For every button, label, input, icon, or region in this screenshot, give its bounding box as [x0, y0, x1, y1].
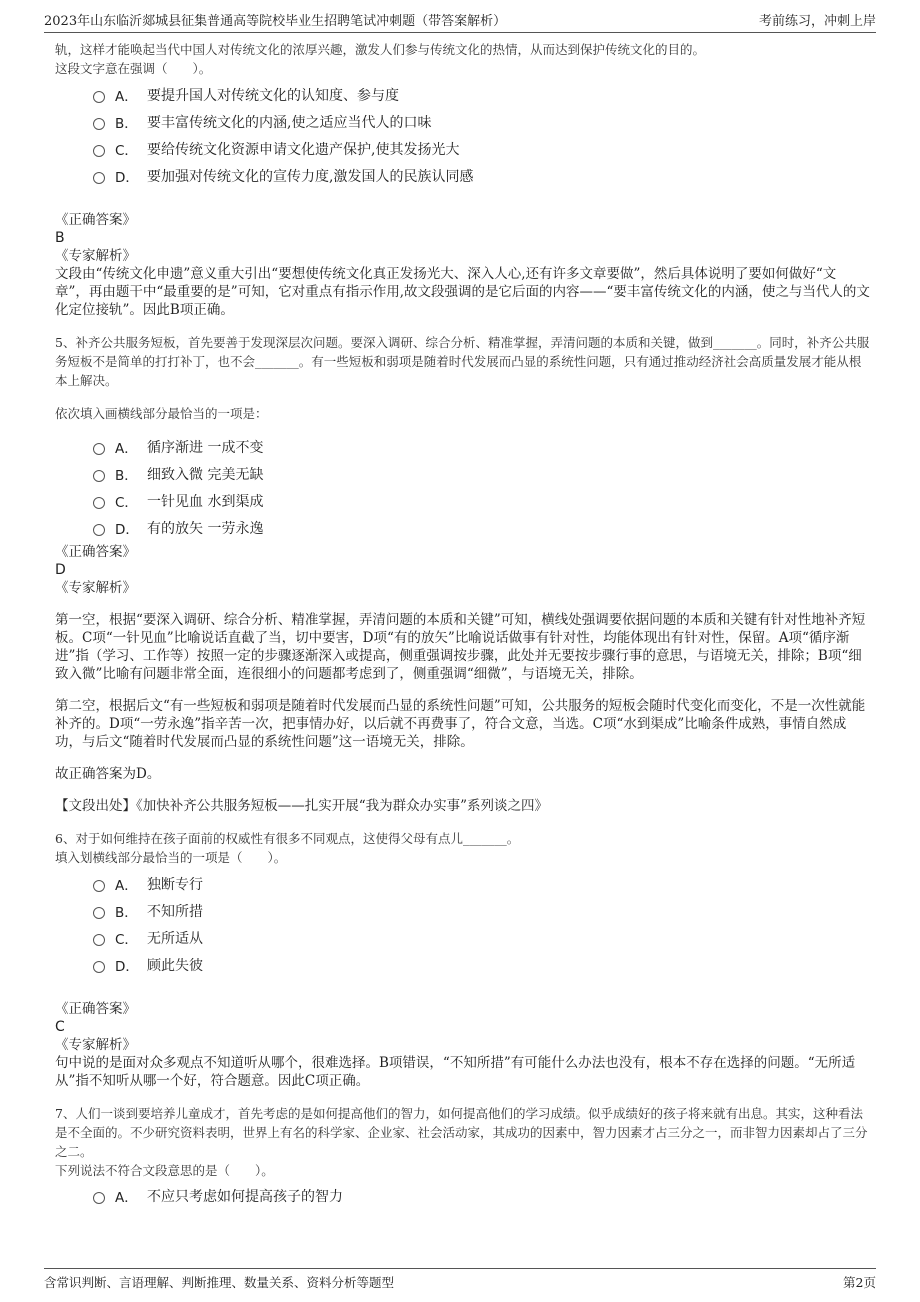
analysis-text: 句中说的是面对众多观点不知道听从哪个，很难选择。B项错误，“不知所措”有可能什么办法也没有，根本不存在选择的问题。“无所适从”指不知听从哪一个好，符合题意。因此C项正确。	[55, 1055, 856, 1089]
analysis-paragraph-1: 第一空，根据“要深入调研、综合分析、精准掌握，弄清问题的本质和关键”可知，横线处强调要依据问题的本质和关键有针对性地补齐短板。C项“一针见血”比喻说话直截了当，切中要害，D项“有的放矢”比喻说话做事有针对性，均能体现出有针对性，保留。A项“循序渐进”指（学习、工作等）按照一定的步骤逐渐深入或提高，侧重强调按步骤，此处并无要按步骤行事的意思，与语境无关，排除；B项“细致入微”比喻有问题非常全面，连很细小的问题都考虑到了，侧重强调“细微”，与语境无关，排除。	[55, 612, 866, 682]
radio-icon[interactable]	[93, 524, 105, 536]
answer-label: 《正确答案》	[55, 212, 136, 228]
radio-icon[interactable]	[93, 172, 105, 184]
page-header	[44, 10, 876, 33]
option-a[interactable]: A． 要提升国人对传统文化的认知度、参与度	[93, 81, 870, 108]
question-4-text: 轨，这样才能唤起当代中国人对传统文化的浓厚兴趣，激发人们参与传统文化的热情，从而达到保护传统文化的目的。	[55, 42, 706, 57]
radio-icon[interactable]	[93, 1192, 105, 1204]
question-4	[55, 40, 870, 319]
option-c[interactable]: C． 一针见血 水到渠成	[93, 487, 870, 514]
radio-icon[interactable]	[93, 470, 105, 482]
page-content	[55, 40, 870, 1209]
option-d[interactable]: D． 顾此失彼	[93, 951, 870, 978]
radio-icon[interactable]	[93, 880, 105, 892]
option-d[interactable]: D． 要加强对传统文化的宣传力度,激发国人的民族认同感	[93, 162, 870, 189]
radio-icon[interactable]	[93, 443, 105, 455]
passage-source: 【文段出处】《加快补齐公共服务短板——扎实开展“我为群众办实事”系列谈之四》	[55, 798, 549, 814]
option-a[interactable]: A． 不应只考虑如何提高孩子的智力	[93, 1182, 870, 1209]
radio-icon[interactable]	[93, 961, 105, 973]
radio-icon[interactable]	[93, 91, 105, 103]
question-7-options	[93, 1182, 870, 1209]
question-7-prompt: 下列说法不符合文段意思的是（ ）。	[55, 1163, 274, 1178]
page-number: 第2页	[843, 1275, 876, 1290]
option-b[interactable]: B． 细致入微 完美无缺	[93, 460, 870, 487]
answer-label: 《正确答案》	[55, 544, 136, 560]
question-6	[55, 829, 870, 1090]
header-slogan: 考前练习，冲刺上岸	[758, 14, 876, 29]
analysis-label: 《专家解析》	[55, 248, 136, 264]
question-4-options	[93, 81, 870, 189]
option-d[interactable]: D． 有的放矢 一劳永逸	[93, 514, 870, 541]
answer-value: C	[55, 1019, 65, 1035]
question-5-text: 5、补齐公共服务短板，首先要善于发现深层次问题。要深入调研、综合分析、精准掌握，弄清问题的本质和关键，做到_______。同时，补齐公共服务短板不是简单的打打补丁，也不会_______。有一些短板和弱项是随着时代发展而凸显的系统性问题，只有通过推动经济社会高质量发展才能从根本上解决。	[55, 335, 870, 388]
analysis-text: 文段由“传统文化申遗”意义重大引出“要想使传统文化真正发扬光大、深入人心,还有许多文章要做”，然后具体说明了要如何做好“文章”，再由题干中“最重要的是”可知，它对重点有指示作用,故文段强调的是它后面的内容——“要丰富传统文化的内涵，使之与当代人的文化定位接轨”。因此B项正确。	[55, 266, 870, 318]
option-b[interactable]: B． 要丰富传统文化的内涵,使之适应当代人的口味	[93, 108, 870, 135]
radio-icon[interactable]	[93, 118, 105, 130]
answer-value: B	[55, 230, 65, 246]
footer-description: 含常识判断、言语理解、判断推理、数量关系、资料分析等题型	[44, 1275, 395, 1290]
question-6-prompt: 填入划横线部分最恰当的一项是（ ）。	[55, 850, 287, 865]
option-b[interactable]: B． 不知所措	[93, 897, 870, 924]
analysis-paragraph-2: 第二空，根据后文“有一些短板和弱项是随着时代发展而凸显的系统性问题”可知，公共服务的短板会随时代变化而变化，不是一次性就能补齐的。D项“一劳永逸”指辛苦一次，把事情办好，以后就不再费事了，符合文意，当选。C项“水到渠成”比喻条件成熟，事情自然成功，与后文“随着时代发展而凸显的系统性问题”这一语境无关，排除。	[55, 698, 866, 750]
question-4-prompt: 这段文字意在强调（ ）。	[55, 61, 212, 76]
answer-value: D	[55, 562, 66, 578]
radio-icon[interactable]	[93, 934, 105, 946]
analysis-label: 《专家解析》	[55, 580, 136, 596]
question-7-text: 7、人们一谈到要培养儿童成才，首先考虑的是如何提高他们的智力，如何提高他们的学习成绩。似乎成绩好的孩子将来就有出息。其实，这种看法是不全面的。不少研究资料表明，世界上有名的科学家、企业家、社会活动家，其成功的因素中，智力因素才占三分之一，而非智力因素却占了三分之二。	[55, 1106, 868, 1159]
document-title: 2023年山东临沂郯城县征集普通高等院校毕业生招聘笔试冲刺题（带答案解析）	[44, 14, 507, 29]
analysis-conclusion: 故正确答案为D。	[55, 766, 161, 782]
question-5-options	[93, 433, 870, 541]
option-c[interactable]: C． 要给传统文化资源申请文化遗产保护,使其发扬光大	[93, 135, 870, 162]
question-5	[55, 333, 870, 815]
analysis-label: 《专家解析》	[55, 1037, 136, 1053]
page-footer	[44, 1268, 876, 1291]
question-6-text: 6、对于如何维持在孩子面前的权威性有很多不同观点，这使得父母有点儿_______。	[55, 831, 520, 846]
answer-label: 《正确答案》	[55, 1001, 136, 1017]
radio-icon[interactable]	[93, 145, 105, 157]
option-c[interactable]: C． 无所适从	[93, 924, 870, 951]
question-5-prompt: 依次填入画横线部分最恰当的一项是：	[55, 406, 268, 421]
question-7	[55, 1104, 870, 1209]
question-6-options	[93, 870, 870, 978]
radio-icon[interactable]	[93, 907, 105, 919]
option-a[interactable]: A． 循序渐进 一成不变	[93, 433, 870, 460]
radio-icon[interactable]	[93, 497, 105, 509]
option-a[interactable]: A． 独断专行	[93, 870, 870, 897]
